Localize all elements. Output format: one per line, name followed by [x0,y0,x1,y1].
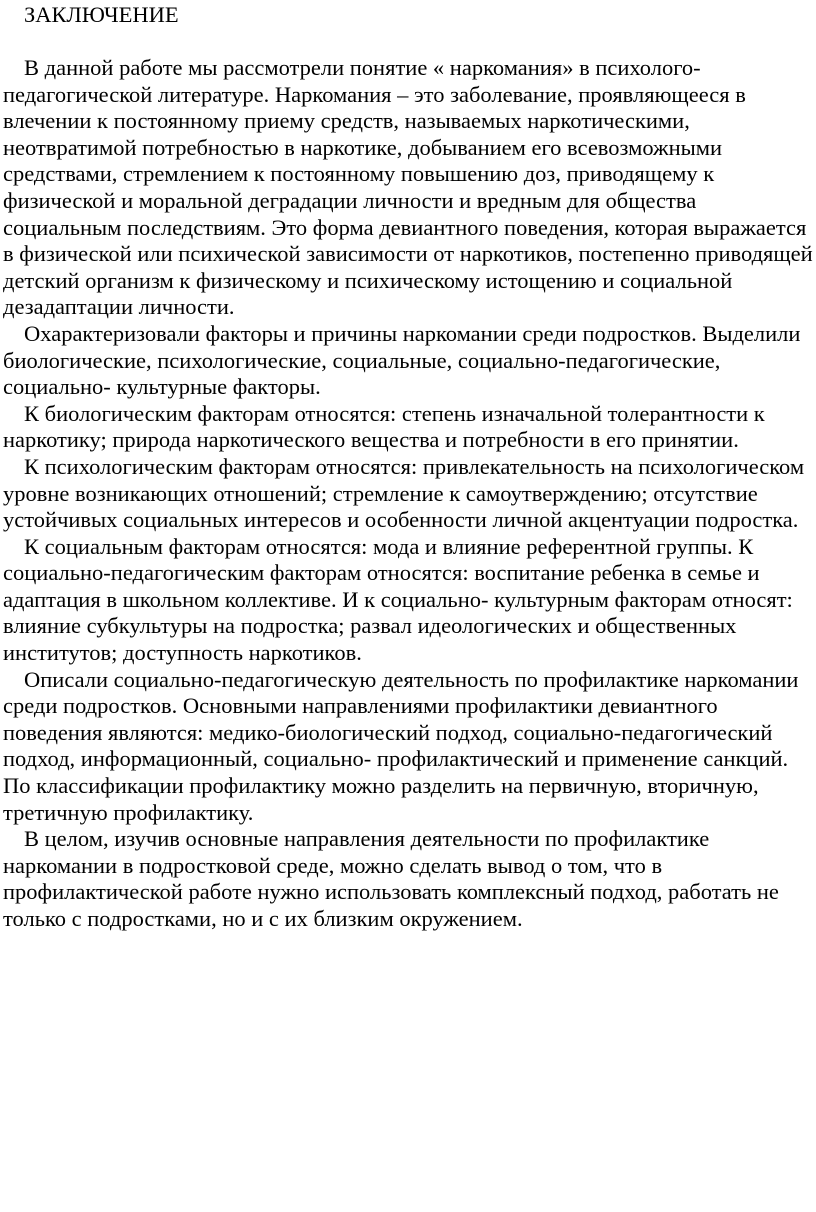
document-body [3,55,814,933]
paragraph-2: Охарактеризовали факторы и причины наркомании среди подростков. Выделили биологические, психологические, социальные, социально-педагогические, социально- культурные факторы. [3,320,801,400]
paragraph-5: К социальным факторам относятся: мода и влияние референтной группы. К социально-педагогическим факторам относятся: воспитание ребенка в семье и адаптация в школьном коллективе. И к социально- культурным факторам относят: влияние субкультуры на подростка; развал идеологических и общественных институтов; доступность наркотиков. [3,533,793,666]
paragraph-7: В целом, изучив основные направления деятельности по профилактике наркомании в подростковой среде, можно сделать вывод о том, что в профилактической работе нужно использовать комплексный подход, работать не только с подростками, но и с их близким окружением. [3,826,779,931]
page-title: ЗАКЛЮЧЕНИЕ [24,2,179,27]
paragraph-4: К психологическим факторам относятся: привлекательность на психологическом уровне возникающих отношений; стремление к самоутверждению; отсутствие устойчивых социальных интересов и особенности личной акцентуации подростка. [3,453,805,533]
paragraph-3: К биологическим факторам относятся: степень изначальной толерантности к наркотику; природа наркотического вещества и потребности в его принятии. [3,400,765,453]
paragraph-6: Описали социально-педагогическую деятельность по профилактике наркомании среди подростков. Основными направлениями профилактики девиантного поведения являются: медико-биологический подход, социально-педагогический подход, информационный, социально- профилактический и применение санкций. По классификации профилактику можно разделить на первичную, вторичную, третичную профилактику. [3,666,799,825]
paragraph-1: В данной работе мы рассмотрели понятие « наркомания» в психолого-педагогической литературе. Наркомания – это заболевание, проявляющееся в влечении к постоянному приему средств, называемых наркотическими, неотвратимой потребностью в наркотике, добыванием его всевозможными средствами, стремлением к постоянному повышению доз, приводящему к физической и моральной деградации личности и вредным для общества социальным последствиям. Это форма девиантного поведения, которая выражается в физической или психической зависимости от наркотиков, постепенно приводящей детский организм к физическому и психическому истощению и социальной дезадаптации личности. [3,55,813,320]
